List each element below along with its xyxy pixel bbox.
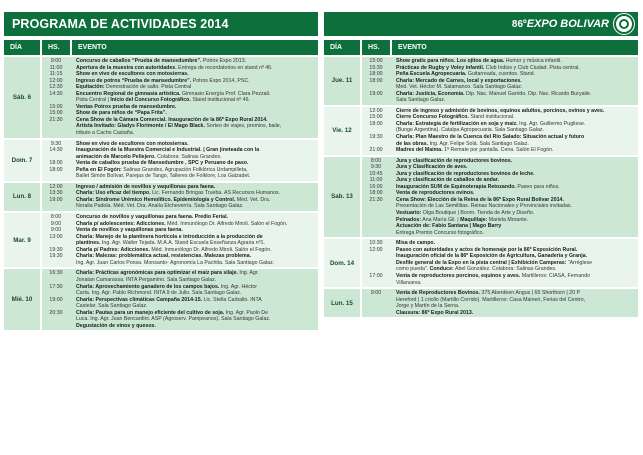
event-detail: Colabora: Salinas Grandes. [155,153,222,160]
time-cell: 15:00 [369,114,383,121]
event-detail: Ballet Simón Bolívar, Parejas de Tango, Talleres de Folklore, Los Galzadet. [76,173,251,180]
event-detail: Gimnasio Energía Prof. Clara Pezzali. [180,90,271,97]
event-highlight: plantines. [76,240,101,247]
event-detail: Med. Vet. Héctor M. Salamanco. Sala Santiago Galaz. [396,84,523,91]
event-detail: Cena. Salón El Fogón. [499,147,554,154]
event-detail: Abel González. Colabora: Salinas Grandes. [453,266,557,273]
program-title: PROGRAMA DE ACTIVIDADES 2014 [12,17,229,31]
header-event: EVENTO [398,44,427,51]
event-detail: (Bunge Argentina). Catalpa Agropecuaria. Sala Santiago Galaz. [396,127,544,134]
event-rows [42,57,318,138]
day-label: Sáb. 6 [4,57,42,138]
time-cell: 9:00 [50,58,62,64]
event-highlight: Degustación de vinos y quesos. [76,322,156,329]
day-block [4,183,318,211]
event-cell [392,280,638,287]
day-label: Lun. 8 [4,183,42,211]
event-detail: Ing. Agr. Juan Carlos Ponsa. Monsanto- Agronomía La Pachita. Sala Santiago Galaz. [76,259,275,266]
event-highlight: Prácticas de Rugby y Voley infantil. [396,64,485,71]
header-hours: HS. [42,40,72,55]
event-highlight: Show de para niños de “Papa Frita”. [76,110,167,117]
time-cell: 9:30 [50,140,62,147]
event-detail: Jonatan Camarassa. INTA Pergamino. Sala Santiago Galaz. [76,276,217,283]
schedule-row [42,323,318,330]
time-cell [42,203,72,210]
event-highlight: Jura y clasificación de reproductores bovinos de leche. [396,170,535,177]
event-detail: 1º Remate por pantalla. [442,147,500,154]
event-highlight: Ingreso / admisión de novillos y vaquillonas para faena. [76,183,216,190]
event-detail: Entrega de recordatorios en stand nº 46. [176,64,273,71]
event-highlight: de las obras. [396,140,429,147]
event-rows [42,140,318,181]
time-cell: 16:30 [49,270,63,277]
event-highlight: Jura y Clasificación de aves. [396,164,468,171]
event-highlight: Encuentro Regional de gimnasia artística. [76,90,181,97]
time-cell: 18:00 [369,190,383,197]
event-highlight: Inauguración de la Muestra Comercial e Industrial. | Gran jineteada con la [76,147,260,154]
time-cell: 11:00 [369,177,383,184]
event-highlight: Equitación: [76,84,105,91]
event-detail: Salinas Grandes, Agrupación Folklórica Urdampilleta, [121,166,248,173]
time-cell: 19:00 [49,196,63,203]
event-cell [72,130,318,137]
time-cell: 9:30 [370,164,382,171]
right-schedule [324,57,638,317]
event-highlight: Maquillaje: [460,216,488,223]
event-highlight: animación de Marcelo Pellejero. [76,153,156,160]
program-banner [4,12,318,36]
event-highlight: Charla p/ adolescentes: Adicciones. [76,220,166,227]
time-cell: 11:00 [49,64,63,71]
day-block [4,140,318,181]
event-cell [72,260,318,267]
time-cell [362,280,392,287]
day-block [4,57,318,138]
event-highlight: Venta de reproductores ovinos. [396,190,475,197]
event-highlight: Charla: Síndrome Urémico Hemolítico. Epidemiología y Control. [76,196,236,203]
event-detail: Entrega Premio Concurso fotográfico. [396,229,484,236]
event-detail: Ing. Agr. Guillermo Pugliese. [517,120,586,127]
event-highlight: Jura y clasificación de reproductores bovinos. [396,157,513,164]
event-highlight: Show en vivo de escultores con motosierras. [76,71,189,78]
expo-brand [512,18,609,30]
time-cell: 10:45 [369,170,383,177]
schedule-row [42,203,318,210]
event-highlight: Artista Invitado: Gladys Florimonte / El Mago Black. [76,123,205,130]
event-highlight: Cena Show de la Cámara Comercial. Inauguración de la 86º Expo Rural 2014. [76,116,268,123]
event-rows [42,183,318,211]
event-cell [72,323,318,330]
time-cell [42,260,72,267]
expo-edition: 86º [511,19,527,30]
time-cell: 16:00 [369,183,383,190]
event-detail: Pista Central | [76,97,111,104]
time-cell: 14:30 [49,147,63,154]
event-detail: Potros Expo 2013. [201,58,247,64]
event-highlight: Charla: Perspectivas climáticas Campaña 2014-15. [76,296,203,303]
time-cell: 9:00 [50,227,62,234]
time-cell: 15:30 [369,64,383,71]
day-label: Vie. 12 [324,107,362,155]
event-detail: “Arréglese [566,259,593,266]
time-cell: 8:00 [50,214,62,221]
time-cell: 12:00 [49,77,63,84]
day-block [324,289,638,317]
time-cell: 9:00 [370,290,382,297]
day-block [324,107,638,155]
time-cell: 19:30 [49,253,63,260]
day-block [324,57,638,105]
event-highlight: Inauguración oficial de la 86º Exposición de Agricultura, Ganadería y Granja. [396,253,588,260]
day-label: Lun. 15 [324,289,362,317]
event-cell [392,147,638,154]
time-cell: 19:30 [369,134,383,141]
event-detail: Villanueva. [396,279,422,286]
event-highlight: Paseo con autoridades y actos de homenaje por la 86º Exposición Rural. [396,246,578,253]
event-rows [362,157,638,238]
event-detail: Méd. Inmunólogo Dr. Alfredo Miroli. Salón el Fogón. [165,220,288,227]
event-detail: Olga Boutique | Boom. Tienda de Arte y Diseño. [421,210,535,217]
day-label: Dom. 7 [4,140,42,181]
time-cell: 21:30 [49,116,63,123]
event-detail: Paseo para niños. [515,183,560,190]
table-header [324,40,638,55]
time-cell: 14:30 [49,90,63,97]
event-highlight: Charla: Estrategia de fertilización en soja y maíz. [396,120,518,127]
event-detail: Ing. Agr. Héctor [219,283,257,290]
header-day: DÍA [324,40,362,55]
schedule-row [362,280,638,287]
time-cell: 21:30 [369,196,383,203]
event-highlight: Cierre Concurso Fotográfico. [396,114,469,121]
event-rows [362,57,638,105]
event-detail: Jorge y Martín de la Serna. [396,303,460,310]
event-highlight: Charla: Plan Maestro de la Cuenca del Río Salado: Situación actual y futuro [396,134,585,141]
event-highlight: Peinados: [396,216,422,223]
event-highlight: Vestuario: [396,210,422,217]
event-detail: Lic. Fernando Bringas Trueba. AS Recursos Humanos. [150,190,280,197]
event-highlight: Show gratis para niños. Los ojitos de agua. [396,58,505,64]
event-cell [72,203,318,210]
schedule-row [362,230,638,237]
event-highlight: Concurso de caballos “Prueba de mansedumbre”. [76,58,202,64]
time-cell [362,97,392,104]
event-detail: Ana María Gil. | [421,216,461,223]
header-day: DÍA [4,40,42,55]
left-schedule [4,57,318,330]
schedule-row [362,310,638,317]
event-detail: Club Indios y Club Ciudad. Pista central. [484,64,580,71]
event-detail: Luca. Ing. Agr. Juan Bencardini. ASP (Agroserv. Pampeanos). Sala Santiago Galaz. [76,316,271,323]
event-detail: Presentación de Las Semillitas. Reinas Nacionales y Provinciales invitadas. [396,203,572,210]
event-detail: Sorteo de viajes, premios, baile, [204,123,282,130]
time-cell: 18:00 [369,71,383,78]
event-highlight: Jura y clasificación de caballos de andar. [396,177,500,184]
day-label: Jue. 11 [324,57,362,105]
schedule-row [42,260,318,267]
time-cell: 12:30 [49,84,63,91]
time-cell: 18:00 [369,77,383,84]
time-cell: 12:00 [369,246,383,253]
event-highlight: Clausura: 86º Expo Rural 2013. [396,309,474,316]
event-detail: Ing. Agr. Walter Tejada. M.A.A. Stand Escuela Enseñanza Agraria nº1. [100,240,265,247]
event-highlight: Cena Show: Elección de la Reina de la 86º Expo Rural Bolivar 2014. [396,196,564,203]
event-detail: Noralia Padola. Méd. Vet. Dra. Analía Etcheverría. Sala Santiago Galaz. [76,203,244,210]
time-cell [42,173,72,180]
day-block [4,213,318,267]
society-seal-icon [614,14,634,34]
event-highlight: Ingreso de potros “Prueba de mansedumbre”. [76,77,192,84]
event-cell [392,97,638,104]
event-cell [72,173,318,180]
schedule-row [362,97,638,104]
event-highlight: Inicio del Concurso Fotográfico. [110,97,191,104]
day-label: Mié. 10 [4,269,42,330]
time-cell: 12:00 [369,107,383,114]
time-cell [362,230,392,237]
event-cell [392,230,638,237]
day-label: Dom. 14 [324,239,362,287]
event-highlight: Misa de campo. [396,240,436,247]
event-detail: Méd. Inmunólogo Dr. Alfredo Miroli. Salón el Fogón. [149,246,272,253]
time-cell: 21:00 [369,147,383,154]
event-highlight: Charla: Aprovechamiento ganadero de los campos bajos. [76,283,220,290]
header-hours: HS. [362,40,392,55]
event-rows [362,289,638,317]
schedule-row [42,173,318,180]
event-detail: Sala Santiago Galaz. [396,97,446,104]
time-cell: 18:00 [49,160,63,167]
time-cell: 11:15 [49,71,63,78]
time-cell [42,323,72,330]
event-cell [392,310,638,317]
event-detail: Potros Expo 2014, PSC. [191,77,250,84]
event-detail: Méd. Vet. Dra. [235,196,271,203]
schedule-row [362,147,638,154]
time-cell: 9:00 [50,220,62,227]
event-detail: Stand institucional. [468,114,515,121]
expo-banner [324,12,638,36]
event-detail: Ing. Agr. Paolo De [224,309,268,316]
event-highlight: Peña en El Fogón: [76,166,122,173]
event-detail: Humor y música infantil. [504,58,562,64]
event-rows [362,107,638,155]
event-highlight: Charla: Prácticas agronómicas para optimizar el maíz para silaje. [76,270,238,277]
event-highlight: Peña Escuela Agropecuaria. [396,71,467,78]
time-cell: 10:30 [369,240,383,247]
right-panel [324,12,638,447]
time-cell: 19:00 [369,90,383,97]
time-cell: 12:00 [49,183,63,190]
event-highlight: Charla: Justicia, Economía. [396,90,465,97]
time-cell: 13:30 [49,190,63,197]
time-cell: 13:00 [49,233,63,240]
event-detail: 375 Aberdeen Angus | 65 Shorthorn | 20 P [480,290,580,297]
event-rows [362,239,638,287]
event-detail: tributo a Cacho Castaña. [76,130,135,137]
time-cell: 15:00 [369,58,383,64]
event-highlight: Apertura de la muestra con autoridades. [76,64,177,71]
event-detail: Ing. Agr. [237,270,259,277]
event-highlight: Charla: Manejo de la plantinera hortícola e introducción a la producción de [76,233,263,240]
event-detail: Guitarreada, cuentos. Stand. [466,71,536,78]
event-highlight: Charla: Malezas: problemática actual, resistencias. Malezas problema. [76,253,252,260]
event-detail: Carta. Ing. Agr. Pablo Richmond. INTA 9 de Julio. Sala Santiago Galaz. [76,290,242,297]
event-highlight: Charla: Uso eficaz del tiempo. [76,190,151,197]
day-label: Mar. 9 [4,213,42,267]
day-block [324,157,638,238]
event-highlight: Charla: Pautas para un manejo eficiente del cultivo de soja. [76,309,225,316]
event-detail: Stand institucional nº 46. [190,97,250,104]
event-detail: Hereford | 1 criollo (Martillo Corrido). Martilleros: Casa Maineri, Ferias del Centro, [396,296,585,303]
event-detail: Lic. Stella Carballo. INTA [202,296,262,303]
expo-name: EXPO BOLIVAR [526,18,609,30]
event-detail: Castelar. Sala Santiago Galaz. [76,303,148,310]
event-highlight: Venta de Reproductores Bovinos. [396,290,481,297]
event-detail: Demostración de salto. Pista Central [104,84,192,91]
time-cell: 17:30 [49,283,63,290]
event-highlight: Venta de caballos prueba de Mansedumbre , SPC y Peruano de paso. [76,160,249,167]
event-rows [42,269,318,330]
event-highlight: Inauguración SUM de Equinoterapia Retozando. [396,183,516,190]
event-detail: Ing. Agr. Felipe Solá. Sala Santiago Galaz. [428,140,529,147]
left-panel [4,12,318,447]
day-block [324,239,638,287]
time-cell [362,310,392,317]
time-cell [42,130,72,137]
time-cell: 15:00 [49,110,63,117]
event-rows [42,213,318,267]
event-detail: como pueda”. [396,266,430,273]
time-cell: 19:30 [49,246,63,253]
time-cell: 18:00 [369,120,383,127]
time-cell: 19:00 [49,296,63,303]
time-cell: 18:00 [49,166,63,173]
table-header [4,40,318,55]
event-highlight: Show en vivo de escultores con motosierras. [76,140,189,147]
event-highlight: Madres del Maíma. [396,147,443,154]
event-highlight: Venta de reproductores porcinos, equinos y aves. [396,272,521,279]
time-cell: 17:00 [369,272,383,279]
event-highlight: Ventas Potros prueba de mansedumbre. [76,103,177,110]
time-cell: 8:00 [370,157,382,164]
event-highlight: Desfile general de la Expo en la pista central | Exhibición Camperas: [396,259,567,266]
day-block [4,269,318,330]
day-label: Sab. 13 [324,157,362,238]
time-cell: 15:00 [49,103,63,110]
time-cell: 20:30 [49,309,63,316]
event-highlight: Charla: Mercado de Carnes, local y exportaciones. [396,77,522,84]
event-highlight: Cierre de ingreso y admisión de bovinos, equinos adultos, porcinos, ovinos y aves. [396,107,605,114]
event-highlight: Concurso de novillos y vaquillonas para faena. Predio Ferial. [76,214,229,221]
header-event: EVENTO [78,44,107,51]
schedule-row [42,130,318,137]
event-highlight: Actuación de: Fabio Santana | Mago Barry [396,223,502,230]
event-detail: Martilleros: CIASA, Fernando [520,272,591,279]
event-highlight: Charla p/ Padres: Adicciones. [76,246,150,253]
event-detail: Mariela Morante. [487,216,529,223]
event-detail: Dip. Nac. Manuel Garrido. Dip. Nac. Ricardo Buryaile. [464,90,592,97]
event-highlight: Venta de novillos y vaquillonas para faena. [76,227,183,234]
event-highlight: Conduce: [429,266,454,273]
